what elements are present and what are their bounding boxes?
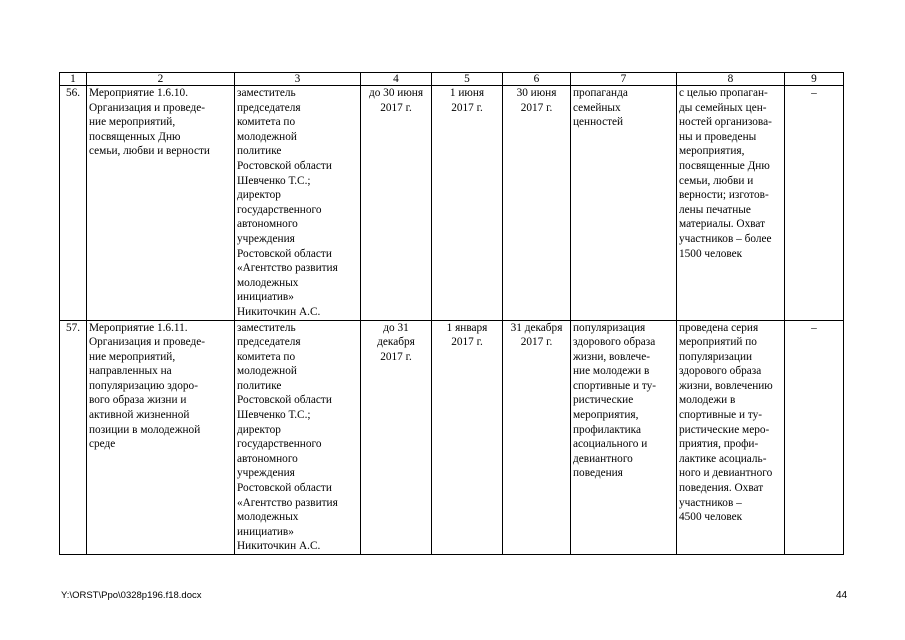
- start-date-cell: 1 июня 2017 г.: [432, 86, 503, 321]
- expected-result-cell: пропаганда семейных ценностей: [571, 86, 677, 321]
- column-number: 1: [60, 73, 87, 86]
- page-number: 44: [836, 590, 848, 601]
- actual-result-cell: с целью пропаган- ды семейных цен- ностей организова- ны и проведены мероприятия, посвященные Дню семьи, любви и верности; изготов- лены печатные материалы. Охват участников – более 1500 человек: [677, 86, 785, 321]
- expected-result-cell: популяризация здорового образа жизни, вовлече- ние молодежи в спортивные и ту- ристические мероприятия, профилактика асоциального и девиантного поведения: [571, 320, 677, 555]
- column-number: 3: [235, 73, 361, 86]
- column-number: 6: [503, 73, 571, 86]
- file-path: Y:\ORST\Ppo\0328p196.f18.docx: [61, 590, 202, 601]
- responsible-cell: заместитель председателя комитета по молодежной политике Ростовской области Шевченко Т.С.; директор государственного автономного учреждения Ростовской области «Агентство развития молодежных инициатив» Никиточкин А.С.: [235, 320, 361, 555]
- column-number: 5: [432, 73, 503, 86]
- column-number: 4: [361, 73, 432, 86]
- column-number: 9: [785, 73, 844, 86]
- column-number-row: [60, 73, 844, 86]
- event-cell: Мероприятие 1.6.11. Организация и проведе- ние мероприятий, направленных на популяризацию здоро- вого образа жизни и активной жизненной позиции в молодежной среде: [87, 320, 235, 555]
- note-cell: –: [785, 86, 844, 321]
- row-number: 57.: [60, 320, 87, 555]
- row-number: 56.: [60, 86, 87, 321]
- actual-result-cell: проведена серия мероприятий по популяризации здорового образа жизни, вовлечению молодежи в спортивные и ту- ристические меро- приятия, профи- лактике асоциаль- ного и девиантного поведения. Охват участников – 4500 человек: [677, 320, 785, 555]
- document-table: [59, 72, 844, 555]
- start-date-cell: 1 января 2017 г.: [432, 320, 503, 555]
- column-number: 7: [571, 73, 677, 86]
- event-cell: Мероприятие 1.6.10. Организация и проведе- ние мероприятий, посвященных Дню семьи, любви и верности: [87, 86, 235, 321]
- table-row: [60, 86, 844, 321]
- column-number: 2: [87, 73, 235, 86]
- end-date-cell: 30 июня 2017 г.: [503, 86, 571, 321]
- table-row: [60, 320, 844, 555]
- deadline-cell: до 31 декабря 2017 г.: [361, 320, 432, 555]
- column-number: 8: [677, 73, 785, 86]
- end-date-cell: 31 декабря 2017 г.: [503, 320, 571, 555]
- deadline-cell: до 30 июня 2017 г.: [361, 86, 432, 321]
- responsible-cell: заместитель председателя комитета по молодежной политике Ростовской области Шевченко Т.С.; директор государственного автономного учреждения Ростовской области «Агентство развития молодежных инициатив» Никиточкин А.С.: [235, 86, 361, 321]
- note-cell: –: [785, 320, 844, 555]
